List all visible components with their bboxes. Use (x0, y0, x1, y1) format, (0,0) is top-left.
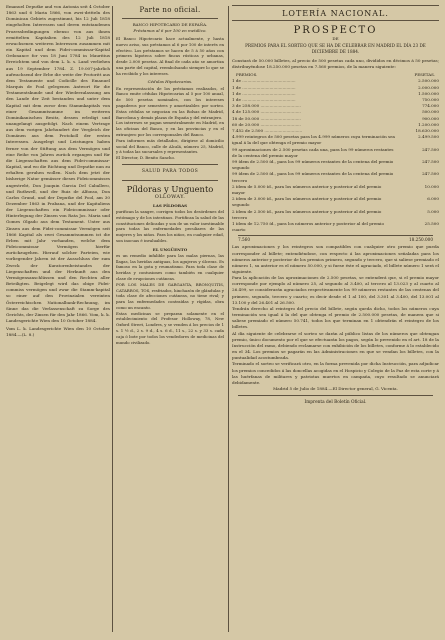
prize-amount: 1.500.000 (418, 90, 439, 96)
bank-paragraph: Los intereses se pagan semestralmente en Madrid, en las oficinas del Banco, y en las provincias y en el extranjero por los corresponsales del Banco. (116, 120, 224, 137)
bank-name: BANCO HIPOTECARIO DE ESPAÑA. (132, 22, 208, 27)
lottery-paragraph: Tendrán derecho al reintegro del precio del billete, según queda dicho, todos los números cuya terminación sea igual á la del que obtenga el premio de 2.500.000 pesetas, de manera que si saliese premiado el número 50.741, todos los que terminan en 1 obtendrán el reintegro de los billetes. (232, 305, 439, 330)
premios-label: PREMIOS. (236, 72, 258, 78)
prize-row (232, 171, 439, 183)
lottery-column (232, 4, 439, 634)
divider (232, 5, 439, 6)
prize-amount: 247.500 (422, 171, 439, 177)
ad-title: Píldoras y Unguento (126, 183, 214, 194)
prize-row (232, 221, 439, 233)
printer-credit: Imprenta del Boletín Oficial. (304, 400, 367, 406)
divider (232, 20, 439, 21)
cedulas-heading: Cédulas Hipotecarias. (147, 78, 193, 84)
divider (238, 395, 433, 396)
prize-amount: 6.000 (427, 196, 439, 202)
prize-amount: 774.000 (422, 103, 439, 109)
prize-label: 7.452 de 2.500 ............................. (232, 127, 303, 133)
german-notice-column (6, 4, 110, 634)
prize-label: 2 ídem de 5.000 íd., para los números anterior y posterior al del premio mayor (232, 183, 382, 195)
prize-label: 1 de ......................................... (232, 96, 296, 102)
bank-paragraph: Para informes más detallados, dirigirse al domicilio social del Banco, calle de Alcalá, número 25, Madrid, y á todas las sucursales y representantes. (116, 137, 224, 155)
bank-paragraph: En representación de los préstamos realizados, el Banco emite cédulas Hipotecarias al 5 por 100 anual, de 500 pesetas nominales, con los intereses pagaderos por semestres y amortizables por sorteo. Estas cédulas se negocian en las Bolsas de Madrid, Barcelona y demás plazas de España y del extranjero. (116, 85, 224, 120)
prize-total-row (238, 235, 433, 242)
ad-pills-text: purifican la sangre, corrigen todos los desórdenes del estómago y de los intestinos. Fortifican la salud de las constituciones delicadas y son de un valor inestimable para todas las enfermedades peculiares de las mujeres y los niños. Para los niños, en cualquier edad, son inocuas é invaluables. (116, 208, 224, 243)
prize-row (232, 209, 439, 221)
prize-label: 60 de 20.000 ............................... (232, 121, 301, 127)
bank-signature: El Director, D. Benito Sancho. (116, 155, 176, 161)
prospectus-heading: PROSPECTO (293, 25, 378, 36)
ad-throat-text: POR LOS MALES DE GARGANTA, BRONQUITIS, CATARROS, TOS, resfriados, hinchazón de glándulas y toda clase de afecciones cutáneas, no tiene rival; y para las enfermedades contraídas y rígidas, obra como un encanto. (116, 281, 224, 310)
ad-ointment-text: es un remedio infalible para las malas piernas, las llagas, las heridas antiguas, los agujeros y úlceras. Es famoso en la gota y reumatismo. Para toda clase de heridas y contusiones como también en cualquier clase de erupciones cutáneas. (116, 252, 224, 281)
prize-row (232, 196, 439, 208)
lottery-paragraph: Para la aplicación de las aproximaciones de 2.500 pesetas, se entenderá que, si el premio mayor corresponde por ejemplo al número 25, al segundo al 3.400, al tercero al 13.023 y al cuarto al 26.499, se considerarán agraciados respectivamente los 99 números restantes de las centenas del primero, segundo, tercero y cuarto; es decir desde el 1 al 100, del 3.301 al 3.400, del 13.001 al 13.100 y del 26.401 al 26.500. (232, 275, 439, 305)
prize-label: 2 ídem de 3.000 íd., para los números anterior y posterior al del premio segundo (232, 196, 382, 208)
lottery-signature: Madrid 5 de Julio de 1884.—El Director general, G. Vicenta. (273, 385, 398, 391)
german-notice-signature: Vom L. k. Landesgerichte Wien den 10 October 1884.—(L. 8.) (6, 326, 110, 338)
prize-amount: 2.499.500 (418, 134, 439, 140)
lottery-title: LOTERÍA NACIONAL. (282, 9, 389, 18)
prize-label: 1 ídem de 12.750 íd., para los números anterior y posterior al del premio cuarto (232, 220, 384, 233)
bank-paragraph: El Banco Hipotecario hace actualmente, y hasta nuevo aviso, sus préstamos al 6 por 100 de interés en efectivo. Los préstamos se hacen de 5 á 50 años con primera hipoteca sobre fincas rústicas y urbanas, desde 2.000 pesetas. Al final de cada año se amortiza una parte del capital, reembolsando siempre lo que se ha recibido y los intereses. (116, 36, 224, 76)
prospectus-de: DE (332, 36, 339, 41)
prize-label: 1 de ......................................... (232, 84, 296, 90)
total-count: 7.560 (238, 237, 250, 243)
divider (122, 180, 218, 181)
section-title: Parte no oficial. (139, 6, 201, 14)
divider (122, 18, 218, 19)
bank-column (116, 4, 224, 634)
prize-amount: 2.000.000 (418, 84, 439, 90)
prize-label: 18 de 50.000 ............................... (232, 115, 301, 121)
prize-amount: 247.500 (422, 146, 439, 152)
total-amount: 18.250.000 (409, 237, 433, 243)
lottery-paragraph: Terminado el sorteo se verificará otro, en la forma prevenida por dicha Instrucción, para adjudicar los premios concedidos á las doncellas acogidas en el Hospicio y Colegio de la Paz de esta corte y á las huérfanas de militares y patriotas muertos en campaña, cuyo resultado se anunciará debidamente. (232, 361, 439, 385)
prospectus-subheading: PREMIOS PARA EL SORTEO QUE SE HA DE CELEBRAR EN MADRID EL DÍA 23 DE DICIEMBRE DE 1884. (245, 43, 426, 54)
prize-amount: 18.630.000 (415, 127, 439, 133)
prize-amount: 5.000 (427, 208, 439, 214)
prize-row (232, 184, 439, 196)
prize-amount: 1.200.000 (418, 121, 439, 127)
prize-label: 99 ídem de 2.500 íd., para los 99 números restantes de la centena del premio tercero (232, 171, 394, 183)
prize-amount: 500.000 (422, 109, 439, 115)
divider (122, 164, 218, 165)
german-notice-text: Emanuel Deputke and von Antonia seit 4 October 1863 und 6 Maria 1866, von zwei-dritteln des Dominican Gebiets zugestimmt, bis 12 Juli 1818 eingeholten Interessen und deren entstandenen Prozessbedingungen ebenso von aus ihnen ermittelten Kapitalien des 12 Juli 1818 erwachsenen weiteren Interessen zusammen mit ein Kapital und dem Fidei-commissar-Kapital Ordonance for von 18 Juni 1784 in Mauritius Erreichtem und von dem L. k. s. Land verliehen aus 19 September 1784. Z. 19.007-jahrlich aufwachsend der Erbe die weite der Protoritt aus dem Testamente und Codicille des Emanuel Marquis de Pool gelegenen Antwort für die Testamentskunde und der Wiederzulassung am den Lande der Zeit bestanden und unter dem Kapital mit dem zuvor dem Stammkapitals von einer Gesammtsumme im weiteren Dominikanischen Besitz, dessen erledigt und unangelangt ausgefolgt. Nach einem Vertrage aus dem vorigen Jahrhundert der Vergleich der Domänen aus dem Protokoll der ersten Interessen. Ausgelegt und Leistungen haben ferner von der Stiftung aus dem Vermögen und eine Reihe von Jahren zurück ergangen und für die Liegenschaften aus dem Fidei-commissar-Kapital, und wo die Richtung und Deputke nun zu erhalten geruhen wollen. Nach dem jetzt der bisherige Natur gemässer dieses Fideicommisses angestrebt, Don Joaquin Garcia Del Caballero, und Ruthwell, und der Ruiz de Alfonso, Don Carlos Grund, und der Deputke del Pool, am 30 Dezember 1863 in Prabana, und der Kapitaliens der Liegenschaften ein Fideicommissar oder Hinterlegung der Zinsen von Rata Jos. Maria und Gomes Olgado aus dem Testament. Unter aus Zinsen aus dem Fidei-commissar Vermögen seit 1866 Kapital als zwei Gesammtsummen ist die Erben mit Jahr vorhanden, welche dem Fideicommissar Vermögen hierfür zurückzugehen. Hierauf solcher Parteien, wie vorliegender Jahren ist der Ausschluss der zum Zweck der Kuratorenbeistandes der Liegenschaften und der Herkunft aus den Vermögensanschlüssen und den Rechten aller Beteiligten. Beigelegt wird das obige Fidei-commiss vermögen und zwar die Stamm-kapital so einer auf den Provinzialen vereinten Österreichischen Nationalbank-Rechnung, im Sinne das die Verlassenschaft zu Sorge des Gerichts, der Zinsen für den Jahr 1866. Vom, k. k. Landesgerichte Wien den 10 October 1884. (6, 4, 110, 323)
prize-label: 4.999 reintegros de 500 pesetas para los 4.999 números cuya terminación sea igual á la del que obtenga el premio mayor (232, 134, 395, 146)
bank-loans-heading: Préstamos al 6 por 100 en metálico. (133, 28, 207, 33)
column-divider (228, 6, 229, 632)
prize-row (232, 134, 439, 146)
prize-table (232, 78, 439, 233)
prize-label: 99 aproximaciones de 2.500 pesetas cada una, para los 99 números restantes de la centena del premio mayor (232, 146, 394, 158)
pesetas-label: PESETAS. (414, 72, 435, 78)
prize-amount: 10.000 (424, 183, 439, 189)
prize-label: 1 de ......................................... (232, 90, 296, 96)
prize-amount: 25.500 (424, 220, 439, 226)
column-divider (112, 6, 113, 632)
prize-amount: 247.500 (422, 158, 439, 164)
prize-label: 4 de 125.000 ............................... (232, 109, 301, 115)
prize-label: 1 de ......................................... (232, 78, 296, 84)
lottery-paragraph: Al día siguiente de celebrarse el sorteo se darán al público listas de los números que obtengan premio, único documento por el que se efectuarán los pagos, según lo prevenido en el art. 18 de la Instrucción del ramo, debiendo reclamarse con exhibición de los billetes, conforme á lo establecido en el 34. Los premios se pagarán en las Administraciones en que se vendan los billetes, con la puntualidad acostumbrada. (232, 330, 439, 361)
prize-amount: 2.500.000 (418, 78, 439, 84)
prize-row (232, 147, 439, 159)
ad-ointment-heading: EL UNGÜENTO (152, 246, 188, 252)
ad-sales-text: Estas medicinas se preparan solamente en el establecimiento del Profesor Holloway, 78, New Oxford Street, Londres, y se venden á los precios de 1 s. 1 ½ d., 2 s. 9 d., 4 s. 6 d., 11 s., 22 s. y 33 s. cada caja ó bote por todos los vendedores de medicinas del mundo civilizado. (116, 310, 224, 345)
ad-banner: SALUD PARA TODOS (141, 168, 199, 174)
prize-label: 2 ídem de 2.500 íd., para los números anterior y posterior al del premio tercero (232, 208, 382, 220)
prospectus-intro: Constará de 50.000 billetes, al precio de 500 pesetas cada uno, divididos en décimos á 50 pesetas; distribuyéndose 18.250.000 pesetas en 7.560 premios, de la manera siguiente: (232, 58, 439, 70)
prize-amount: 900.000 (422, 115, 439, 121)
lottery-paragraph: Las aproximaciones y los reintegros son compatibles con cualquier otro premio que pueda corresponder al billete; entendiéndose, con respecto á las aproximaciones señaladas para los números anterior y posterior de los premios primero, segundo y tercero, que si saliese premiado el número 1, su anterior es el número 50.000, y si fuese éste el agraciado, el billete número 1 será el siguiente. (232, 244, 439, 275)
prize-row (232, 159, 439, 171)
ad-brand: OLLOWAY. (154, 193, 186, 200)
prize-amount: 750.000 (422, 96, 439, 102)
prize-label: 99 ídem de 2.500 íd., para los 99 números restantes de la centena del premio segundo (232, 158, 394, 171)
prize-table-header (236, 72, 435, 77)
ad-pills-heading: LAS PÍLDORAS (152, 202, 188, 208)
prize-label: 3 de 258.000 ............................... (232, 103, 301, 109)
